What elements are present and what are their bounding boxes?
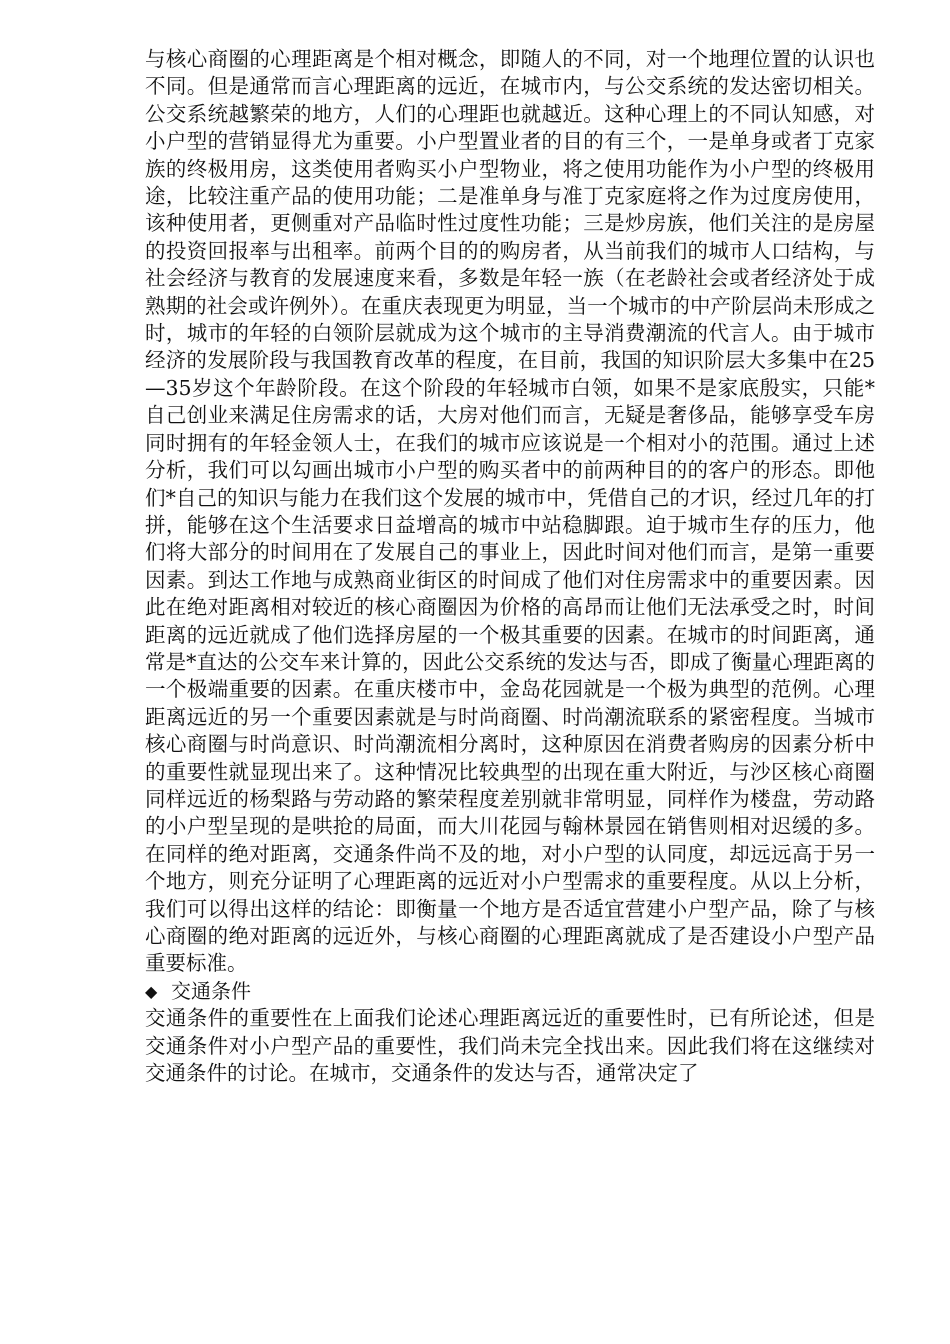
body-paragraph-2: 交通条件的重要性在上面我们论述心理距离远近的重要性时，已有所论述，但是交通条件对小户型产品的重要性，我们尚未完全找出来。因此我们将在这继续对交通条件的讨论。在城市，交通条件的发达与否，通常决定了 (145, 1006, 875, 1086)
section-heading-text: 交通条件 (171, 978, 251, 1003)
body-paragraph-1: 与核心商圈的心理距离是个相对概念，即随人的不同，对一个地理位置的认识也不同。但是通常而言心理距离的远近，在城市内，与公交系统的发达密切相关。公交系统越繁荣的地方，人们的心理距也就越近。这种心理上的不同认知感，对小户型的营销显得尤为重要。小户型置业者的目的有三个，一是单身或者丁克家族的终极用房，这类使用者购买小户型物业，将之使用功能作为小户型的终极用途，比较注重产品的使用功能；二是准单身与准丁克家庭将之作为过度房使用，该种使用者，更侧重对产品临时性过度性功能；三是炒房族，他们关注的是房屋的投资回报率与出租率。前两个目的的购房者，从当前我们的城市人口结构，与社会经济与教育的发展速度来看，多数是年轻一族（在老龄社会或者经济处于成熟期的社会或许例外）。在重庆表现更为明显，当一个城市的中产阶层尚未形成之时，城市的年轻的白领阶层就成为这个城市的主导消费潮流的代言人。由于城市经济的发展阶段与我国教育改革的程度，在目前，我国的知识阶层大多集中在25—35岁这个年龄阶段。在这个阶段的年轻城市白领，如果不是家底殷实，只能*自己创业来满足住房需求的话，大房对他们而言，无疑是奢侈品，能够享受车房同时拥有的年轻金领人士，在我们的城市应该说是一个相对小的范围。通过上述分析，我们可以勾画出城市小户型的购买者中的前两种目的的客户的形态。即他们*自己的知识与能力在我们这个发展的城市中，凭借自己的才识，经过几年的打拼，能够在这个生活要求日益增高的城市中站稳脚跟。迫于城市生存的压力，他们将大部分的时间用在了发展自己的事业上，因此时间对他们而言，是第一重要因素。到达工作地与成熟商业街区的时间成了他们对住房需求中的重要因素。因此在绝对距离相对较近的核心商圈因为价格的高昂而让他们无法承受之时，时间距离的远近就成了他们选择房屋的一个极其重要的因素。在城市的时间距离，通常是*直达的公交车来计算的，因此公交系统的发达与否，即成了衡量心理距离的一个极端重要的因素。在重庆楼市中，金岛花园就是一个极为典型的范例。心理距离远近的另一个重要因素就是与时尚商圈、时尚潮流联系的紧密程度。当城市核心商圈与时尚意识、时尚潮流相分离时，这种原因在消费者购房的因素分析中的重要性就显现出来了。这种情况比较典型的出现在重大附近，与沙区核心商圈同样远近的杨梨路与劳动路的繁荣程度差别就非常明显，同样作为楼盘，劳动路的小户型呈现的是哄抢的局面，而大川花园与翰林景园在销售则相对迟缓的多。在同样的绝对距离，交通条件尚不及的地，对小户型的认同度，却远远高于另一个地方，则充分证明了心理距离的远近对小户型需求的重要程度。从以上分析，我们可以得出这样的结论：即衡量一个地方是否适宜营建小户型产品，除了与核心商圈的绝对距离的远近外，与核心商圈的心理距离就成了是否建设小户型产品重要标准。 (145, 47, 875, 976)
diamond-bullet-icon: ◆ (145, 981, 158, 1001)
section-heading (145, 978, 875, 1005)
document-page (145, 46, 875, 1087)
